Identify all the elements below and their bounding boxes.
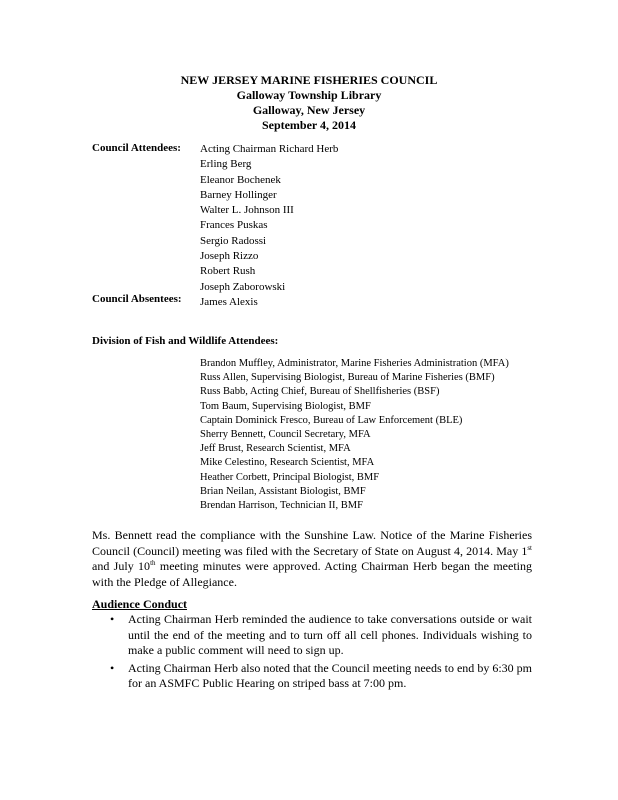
council-attendees-list: [200, 142, 338, 310]
staff-entry: Russ Babb, Acting Chief, Bureau of Shellfisheries (BSF): [200, 386, 440, 398]
meeting-date: September 4, 2014: [261, 118, 357, 132]
paragraph-text: Ms. Bennett read the compliance with the Sunshine Law. Notice of the Marine Fisheries Council (Council) meeting was filed with the Secretary of State on August 4, 2014. May 1: [92, 528, 532, 558]
attendee-name: Robert Rush: [200, 265, 256, 278]
attendee-name: Acting Chairman Richard Herb: [200, 143, 339, 155]
staff-entry: Captain Dominick Fresco, Bureau of Law Enforcement (BLE): [200, 414, 463, 426]
attendee-name: Barney Hollinger: [200, 188, 277, 201]
bullet-text: Acting Chairman Herb also noted that the Council meeting needs to end by 6:30 pm for an ASMFC Public Hearing on striped bass at 7:00 pm.: [128, 660, 532, 690]
staff-entry: Mike Celestino, Research Scientist, MFA: [200, 457, 375, 469]
staff-entry: Brandon Muffley, Administrator, Marine Fisheries Administration (MFA): [200, 358, 509, 369]
staff-entry: Brendan Harrison, Technician II, BMF: [200, 500, 363, 512]
audience-conduct-heading: Audience Conduct: [92, 597, 188, 611]
paragraph-text: and July 10: [92, 559, 151, 573]
venue: Galloway Township Library: [236, 88, 382, 102]
staff-entry: Sherry Bennett, Council Secretary, MFA: [200, 429, 371, 441]
document-header: [0, 73, 618, 133]
staff-entry: Tom Baum, Supervising Biologist, BMF: [200, 400, 371, 412]
staff-entry: Jeff Brust, Research Scientist, MFA: [200, 443, 351, 455]
attendee-name: Sergio Radossi: [200, 234, 267, 247]
attendee-name: James Alexis: [200, 295, 258, 308]
ordinal-suffix: st: [527, 543, 532, 552]
list-item: [92, 661, 532, 692]
division-attendees-label: Division of Fish and Wildlife Attendees:: [92, 335, 279, 347]
staff-entry: Heather Corbett, Principal Biologist, BMF: [200, 471, 380, 483]
attendee-name: Joseph Rizzo: [200, 250, 259, 263]
bullet-text: Acting Chairman Herb reminded the audience to take conversations outside or wait until the end of the meeting and to turn off all cell phones. Individuals wishing to make a public comment will need to sign up.: [128, 612, 532, 657]
council-attendees-label: Council Attendees:: [92, 142, 181, 154]
location: Galloway, New Jersey: [252, 103, 366, 117]
attendee-name: Joseph Zaborowski: [200, 280, 286, 293]
paragraph-text: meeting minutes were approved. Acting Chairman Herb began the meeting with the Pledge of Allegiance.: [92, 559, 532, 589]
attendee-name: Frances Puskas: [200, 219, 268, 232]
attendee-name: Walter L. Johnson III: [200, 204, 294, 217]
audience-conduct-list: [92, 612, 532, 694]
bullet-icon: •: [110, 660, 115, 675]
council-absentees-label: Council Absentees:: [92, 293, 182, 305]
staff-entry: Russ Allen, Supervising Biologist, Bureau of Marine Fisheries (BMF): [200, 372, 495, 384]
division-attendees-list: [200, 357, 509, 513]
ordinal-suffix: th: [150, 559, 156, 567]
org-title: NEW JERSEY MARINE FISHERIES COUNCIL: [180, 73, 438, 87]
staff-entry: Brian Neilan, Assistant Biologist, BMF: [200, 485, 366, 497]
attendee-name: Eleanor Bochenek: [200, 173, 281, 186]
list-item: [92, 612, 532, 659]
opening-paragraph: [92, 528, 532, 590]
bullet-icon: •: [110, 612, 115, 626]
attendee-name: Erling Berg: [200, 158, 252, 171]
